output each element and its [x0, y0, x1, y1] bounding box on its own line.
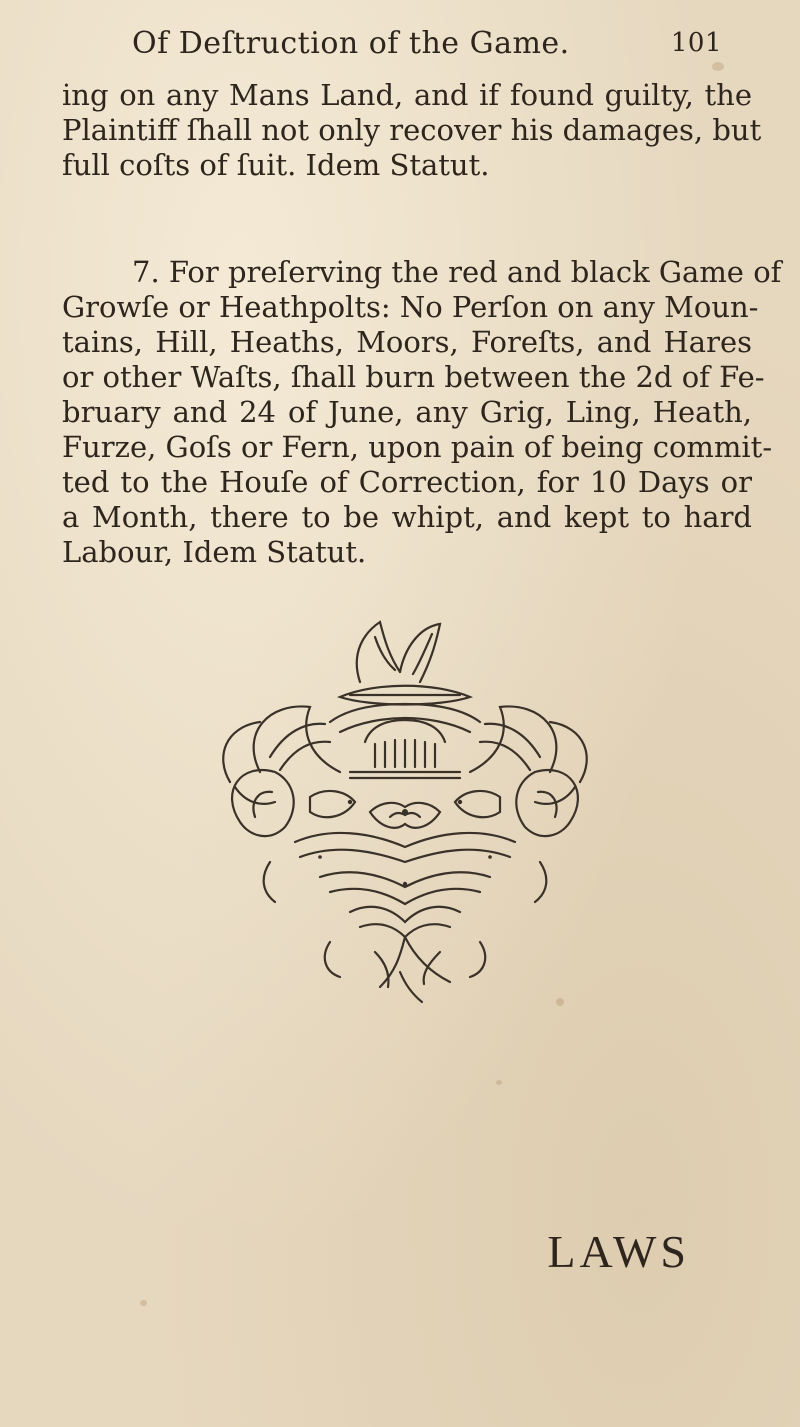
page-number: 101	[670, 28, 722, 58]
catchword: LAWS	[547, 1226, 690, 1277]
text-line: Growſe or Heathpolts: No Perſon on any Moun-	[62, 290, 759, 324]
running-head	[132, 26, 722, 66]
foxing-spot	[496, 1080, 502, 1085]
floral-tailpiece-ornament-icon	[200, 612, 610, 1012]
text-line: bruary and 24 of June, any Grig, Ling, Heath,	[62, 395, 752, 429]
text-line: Plaintiff ſhall not only recover his damages, but	[62, 113, 762, 147]
paragraph-continuation	[62, 78, 762, 183]
text-line: Furze, Goſs or Fern, upon pain of being commit-	[62, 430, 773, 464]
text-line: a Month, there to be whipt, and kept to hard	[62, 500, 752, 534]
text-line: ing on any Mans Land, and if found guilty, the	[62, 78, 752, 112]
text-line: or other Waſts, ſhall burn between the 2d of Fe-	[62, 360, 765, 394]
text-line: ted to the Houſe of Correction, for 10 Days or	[62, 465, 752, 499]
running-head-title: Of Deſtruction of the Game.	[132, 26, 570, 61]
text-line: 7. For preſerving the red and black Game of	[132, 255, 782, 289]
text-line: Labour, Idem Statut.	[62, 535, 367, 569]
paragraph-section-7	[62, 255, 782, 570]
text-line: full coſts of ſuit. Idem Statut.	[62, 148, 490, 182]
text-line: tains, Hill, Heaths, Moors, Foreſts, and Hares	[62, 325, 752, 359]
foxing-spot	[140, 1300, 147, 1306]
